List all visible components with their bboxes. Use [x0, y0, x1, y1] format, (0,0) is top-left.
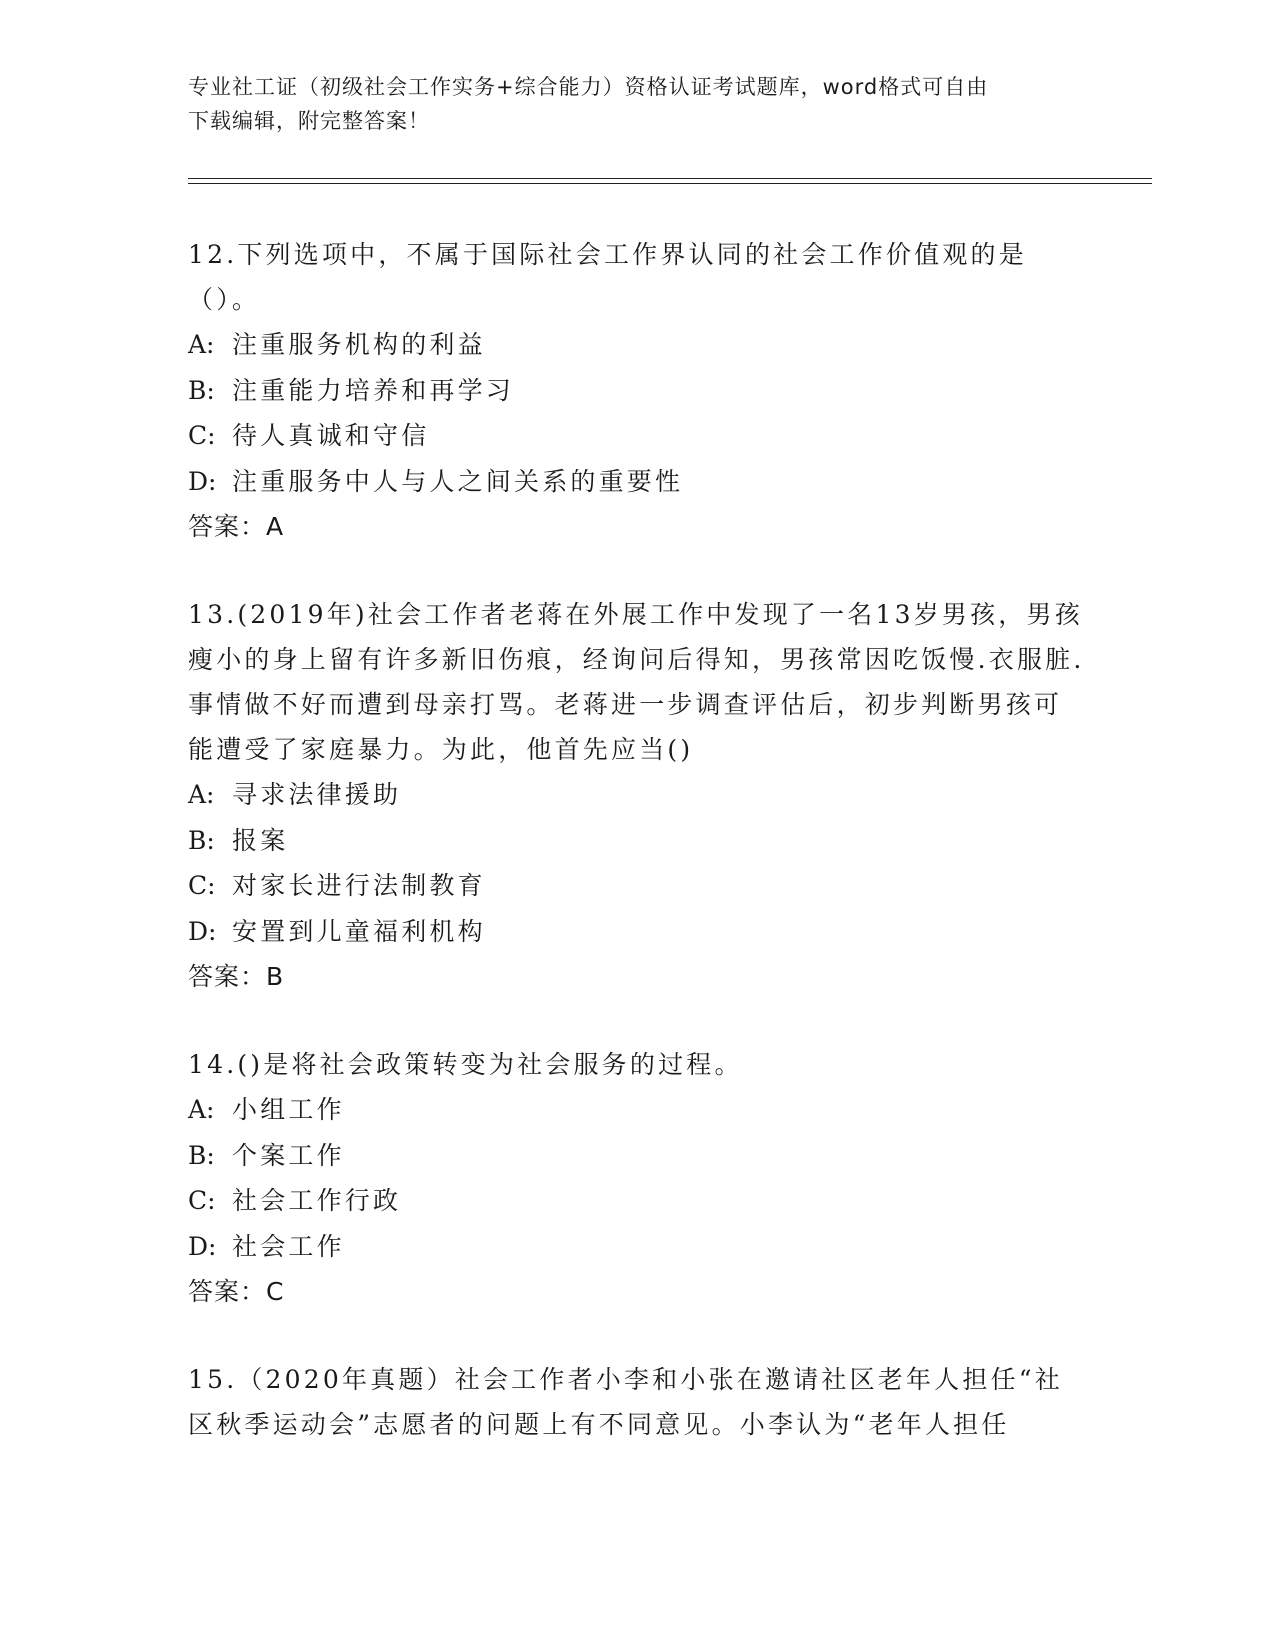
- question-stem: 15.（2020年真题）社会工作者小李和小张在邀请社区老年人担任“社区秋季运动会”志愿者的问题上有不同意见。小李认为“老年人担任: [188, 1365, 1063, 1439]
- option-key: C:: [188, 871, 216, 900]
- header-rule-top: [188, 178, 1152, 179]
- option-key: D:: [188, 1231, 217, 1261]
- option-d: [188, 909, 1088, 955]
- answer-label: 答案：C: [188, 1277, 285, 1306]
- header-line-2: 下载编辑，附完整答案！: [188, 109, 430, 133]
- option-key: A:: [188, 1095, 215, 1124]
- option-b: [188, 368, 1088, 414]
- option-key: B:: [188, 1140, 215, 1170]
- question-14: [188, 1042, 1088, 1314]
- option-text: 社会工作行政: [232, 1186, 402, 1215]
- answer-label: 答案：B: [188, 962, 285, 991]
- question-13: [188, 592, 1088, 999]
- header-rule-bottom: [188, 183, 1152, 184]
- answer-label: 答案：A: [188, 512, 285, 541]
- question-stem: 12.下列选项中，不属于国际社会工作界认同的社会工作价值观的是（）。: [188, 240, 1027, 314]
- option-text: 注重服务机构的利益: [232, 330, 486, 359]
- option-a: [188, 322, 1088, 368]
- option-text: 报案: [232, 825, 289, 855]
- option-key: A:: [188, 330, 215, 359]
- option-text: 安置到儿童福利机构: [232, 916, 486, 946]
- option-key: B:: [188, 375, 215, 405]
- question-15: [188, 1357, 1088, 1447]
- document-header: [188, 70, 1088, 138]
- question-stem: 13.(2019年)社会工作者老蒋在外展工作中发现了一名13岁男孩，男孩瘦小的身上留有许多新旧伤痕，经询问后得知，男孩常因吃饭慢.衣服脏.事情做不好而遭到母亲打骂。老蒋进一步调查评估后，初步判断男孩可能遭受了家庭暴力。为此，他首先应当(): [188, 600, 1085, 764]
- option-a: [188, 772, 1088, 818]
- question-12: [188, 232, 1088, 549]
- option-text: 注重能力培养和再学习: [232, 375, 515, 405]
- header-line-1: 专业社工证（初级社会工作实务+综合能力）资格认证考试题库，word格式可自由: [188, 75, 989, 99]
- option-text: 寻求法律援助: [232, 780, 402, 809]
- option-b: [188, 1133, 1088, 1179]
- option-d: [188, 1224, 1088, 1270]
- option-text: 小组工作: [232, 1095, 345, 1124]
- option-text: 社会工作: [232, 1231, 345, 1261]
- option-text: 对家长进行法制教育: [232, 871, 486, 900]
- option-key: C:: [188, 1186, 216, 1215]
- option-key: C:: [188, 421, 216, 450]
- option-a: [188, 1087, 1088, 1133]
- option-c: [188, 1178, 1088, 1224]
- option-key: B:: [188, 825, 215, 855]
- option-key: D:: [188, 466, 217, 496]
- option-text: 注重服务中人与人之间关系的重要性: [232, 466, 684, 496]
- option-d: [188, 459, 1088, 505]
- option-b: [188, 818, 1088, 864]
- option-c: [188, 863, 1088, 909]
- option-c: [188, 413, 1088, 459]
- option-key: A:: [188, 780, 215, 809]
- question-list: [188, 232, 1088, 1490]
- question-stem: 14.()是将社会政策转变为社会服务的过程。: [188, 1050, 743, 1079]
- option-key: D:: [188, 916, 217, 946]
- option-text: 个案工作: [232, 1140, 345, 1170]
- option-text: 待人真诚和守信: [232, 421, 430, 450]
